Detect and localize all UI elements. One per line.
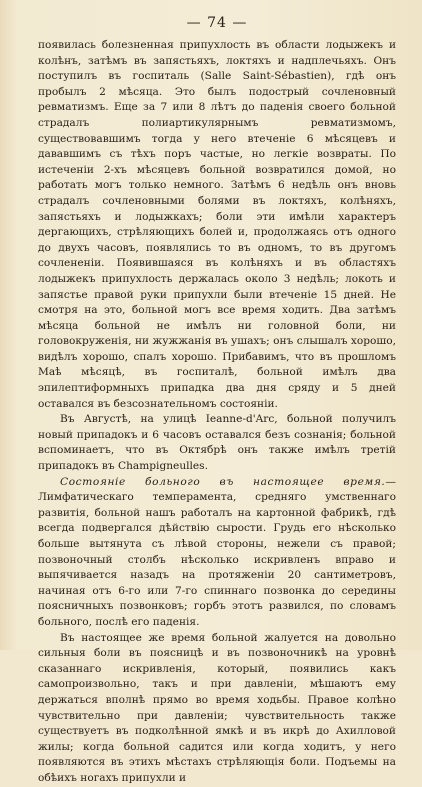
- page-body: [38, 38, 396, 787]
- section-lead-heading: Состояніе больного въ настоящее время.: [60, 475, 386, 488]
- page-number: — 74 —: [186, 15, 248, 31]
- paragraph-august: Въ Августѣ, на улицѣ Ieanne-d'Arc, больной получилъ новый припадокъ и 6 часовъ оставался безъ сознанія; больной вспоминаетъ, что въ Октябрѣ онъ также имѣлъ третій припадокъ въ Champigneulles.: [38, 413, 396, 473]
- paragraph-present-state: [38, 475, 396, 631]
- paragraph-history: появилась болезненная припухлость въ области лодыжекъ и колѣнъ, затѣмъ въ запястьяхъ, локтяхъ и надплечьяхъ. Онъ поступилъ въ госпиталь (Salle Saint-Sébastien), гдѣ онъ пробылъ 2 мѣсяца. Это былъ подострый сочленовный ревматизмъ. Еще за 7 или 8 лѣтъ до паденія своего больной страдалъ полиартикулярнымъ ревматизмомъ, существовавшимъ тогда у него втеченіе 6 мѣсяцевъ и дававшимъ съ тѣхъ поръ частые, но легкіе возвраты. По истеченіи 2-хъ мѣсяцевъ больной возвратился домой, но работать могъ только немного. Затѣмъ 6 недѣль онъ вновь страдалъ сочленовными болями въ локтяхъ, колѣняхъ, запястьяхъ и лодыжкахъ; боли эти имѣли характеръ дергающихъ, стрѣляющихъ болей и, продолжаясь отъ одного до двухъ часовъ, появлялись то въ одномъ, то въ другомъ сочлененіи. Появившаяся въ колѣняхъ и въ областяхъ лодыжекъ припухлость держалась около 3 недѣль; локоть и запястье правой руки припухли были втеченіе 15 дней. Не смотря на это, больной могъ все время ходить. Два затѣмъ мѣсяца больной не имѣлъ ни головной боли, ни головокруженія, ни жужжанія въ ушахъ; онъ слышалъ хорошо, видѣлъ хорошо, спалъ хорошо. Прибавимъ, что въ прошломъ Маѣ мѣсяцѣ, въ госпиталѣ, больной имѣлъ два эпилептиформныхъ припадка два дня сряду и 5 дней оставался въ безсознательномъ состояніи.: [38, 39, 396, 410]
- paragraph-present-state-text: —Лимфатическаго темперамента, средняго умственнаго развитія, больной нашъ работалъ на картонной фабрикѣ, гдѣ всегда подвергался дѣйствію сырости. Грудь его нѣсколько больше вытянута съ лѣвой стороны, нежели съ правой; позвоночный столбъ нѣсколько искривленъ вправо и выпячивается назадъ на протяженіи 20 сантиметровъ, начиная отъ 6-го или 7-го спиннаго позвонка до середины поясничныхъ позвонковъ; горбъ этотъ развился, по словамъ больного, послѣ его паденія.: [38, 475, 396, 628]
- paragraph-complaints: Въ настоящее же время больной жалуется на довольно сильныя боли въ поясницѣ и въ позвоночникѣ на уровнѣ сказаннаго искривленія, который, появились какъ самопроизвольно, такъ и при давленіи, мѣшаютъ ему держаться вполнѣ прямо во время ходьбы. Правое колѣно чувствительно при давленіи; чувствительность также существуетъ въ подколѣнной ямкѣ и въ икрѣ до Ахилловой жилы; когда больной садится или когда ходитъ, у него появляются въ этихъ мѣстахъ стрѣляющія боли. Подъемы на обѣихъ ногахъ припухли и: [38, 631, 396, 784]
